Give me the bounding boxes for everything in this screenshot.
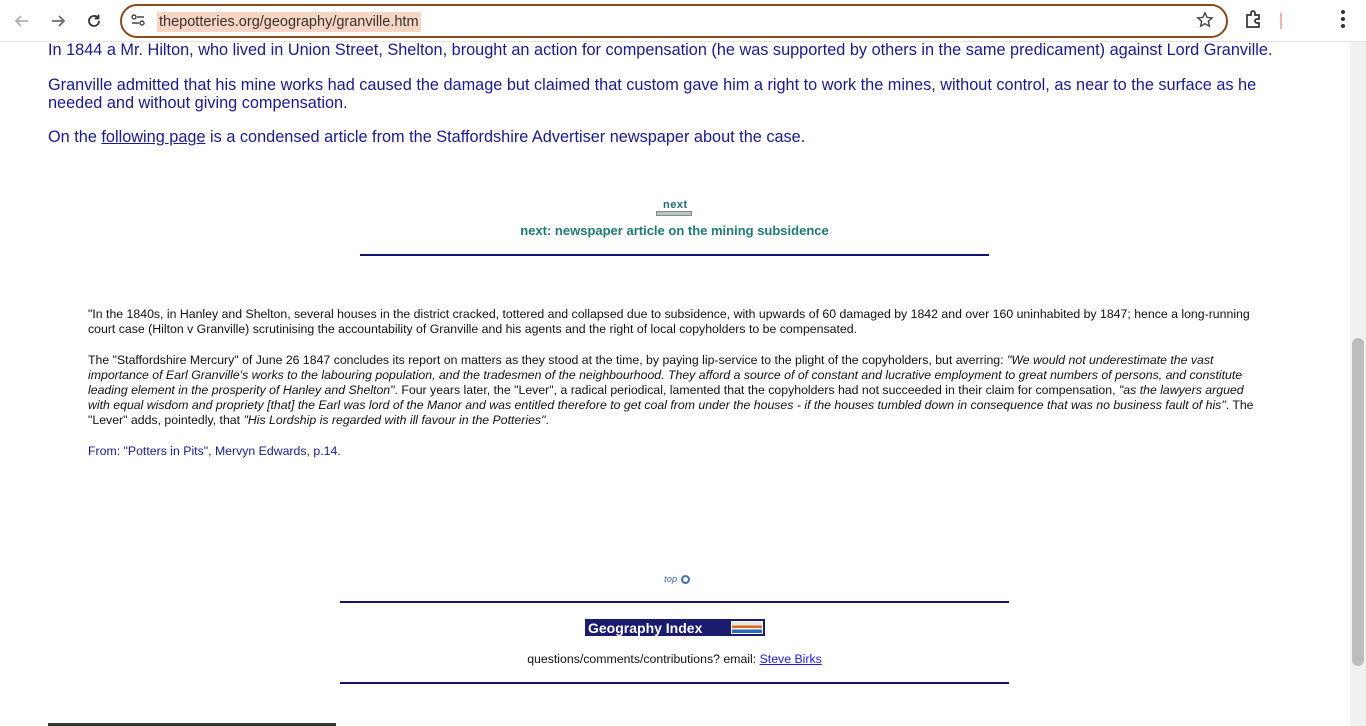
following-page-link[interactable]: following page <box>101 128 206 146</box>
menu-icon[interactable] <box>1335 9 1351 33</box>
source-citation: From: "Potters in Pits", Mervyn Edwards, p.14. <box>88 444 341 458</box>
top-arrow-icon[interactable] <box>681 575 690 584</box>
paragraph-following-page: On the following page is a condensed article from the Staffordshire Advertiser newspaper about the case. <box>48 128 806 146</box>
extensions-icon[interactable] <box>1243 9 1265 31</box>
top-link[interactable] <box>664 574 690 585</box>
reload-icon[interactable] <box>82 9 106 33</box>
site-info-icon[interactable] <box>130 12 148 30</box>
paragraph-hilton-action: In 1844 a Mr. Hilton, who lived in Union Street, Shelton, brought an action for compensation (he was supported by others in the same predicament) against Lord Granville. <box>48 42 1273 59</box>
quote-staffordshire-mercury: The "Staffordshire Mercury" of June 26 1847 concludes its report on matters as they stood at the time, by paying lip-service to the plight of the copyholders, but averring: "We would not underestimate the vast importance of Earl Granville's works to the labouring population, and the tradesmen of the neighbourhood. They afford a source of of constant and lucrative employment to great numbers of persons, and constitute leading element in the prosperity of Hanley and Shelton". Four years later, the "Lever", a radical periodical, lamented that the copyholders had not succeeded in their claim for compensation, "as the lawyers argued with equal wisdom and propriety [that] the Earl was lord of the Manor and was entitled therefore to get coal from under the houses - if the houses tumbled down in consequence that was no business fault of his". The "Lever" adds, pointedly, that "His Lordship is regarded with ill favour in the Potteries". <box>88 353 1254 427</box>
bookmark-star-icon[interactable] <box>1196 11 1214 34</box>
email-link[interactable]: Steve Birks <box>759 652 822 666</box>
next-arrow-icon[interactable] <box>656 199 694 217</box>
page-content <box>0 42 1350 726</box>
back-icon[interactable] <box>10 9 34 33</box>
next-caption[interactable]: next: newspaper article on the mining subsidence <box>520 223 829 238</box>
divider <box>340 601 1009 603</box>
contact-line: questions/comments/contributions? email: Steve Birks <box>527 652 822 666</box>
scrollbar[interactable] <box>1350 42 1366 726</box>
next-page-button[interactable] <box>656 199 696 219</box>
toolbar-separator <box>1280 13 1282 29</box>
url-text[interactable]: thepotteries.org/geography/granville.htm <box>159 14 419 30</box>
scrollbar-thumb[interactable] <box>1352 338 1364 666</box>
geography-index-text[interactable]: Geography Index <box>588 619 703 636</box>
address-bar[interactable] <box>120 4 1228 38</box>
paragraph-granville-admission: Granville admitted that his mine works had caused the damage but claimed that custom gave him a right to work the mines, without control, as near to the surface as he needed and without giving compensation. <box>48 76 1257 112</box>
quote-subsidence: "In the 1840s, in Hanley and Shelton, several houses in the district cracked, tottered and collapsed due to subsidence, with upwards of 60 damaged by 1842 and over 160 uninhabited by 1847; hence a long-running court case (Hilton v Granville) scrutinising the accountability of Granville and his agents and the right of local copyholders to be compensated. <box>88 307 1250 336</box>
top-link-text[interactable]: top <box>664 574 678 585</box>
flag-stripe-icon <box>731 621 763 634</box>
next-image-text: next <box>663 199 688 211</box>
divider <box>340 682 1009 684</box>
divider <box>360 254 989 256</box>
forward-icon[interactable] <box>46 9 70 33</box>
browser-toolbar <box>0 0 1366 42</box>
geography-index-link[interactable] <box>585 619 765 636</box>
